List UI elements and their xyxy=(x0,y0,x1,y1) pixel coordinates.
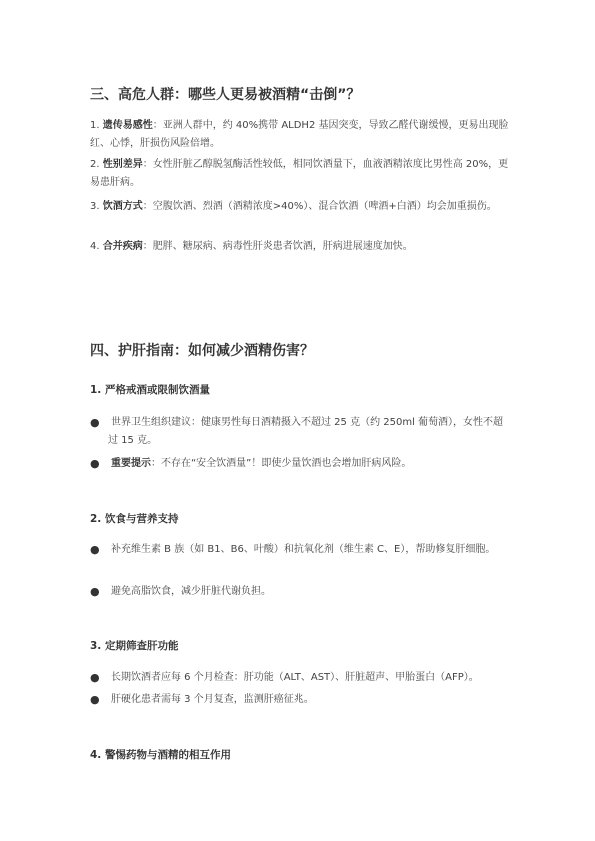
risk-item-3-text: ：空腹饮酒、烈酒（酒精浓度>40%）、混合饮酒（啤酒+白酒）均会加重损伤。 xyxy=(142,201,497,212)
risk-item-2 xyxy=(90,156,510,192)
subsection-2-title: 2. 饮食与营养支持 xyxy=(90,513,179,525)
bullet-icon: ● xyxy=(90,457,100,470)
list-item xyxy=(90,669,510,687)
bullet-icon: ● xyxy=(90,671,100,684)
list-item xyxy=(90,414,510,450)
risk-item-3-num: 3. xyxy=(90,201,100,212)
list-item-text: ：不存在“安全饮酒量”！即使少量饮酒也会增加肝病风险。 xyxy=(151,458,412,469)
list-item-text: 补充维生素 B 族（如 B1、B6、叶酸）和抗氧化剂（维生素 C、E），帮助修复肝细胞。 xyxy=(111,544,496,555)
risk-item-2-label: 性别差异 xyxy=(102,159,143,170)
risk-item-1 xyxy=(90,117,510,153)
risk-item-2-num: 2. xyxy=(90,159,100,170)
bullet-icon: ● xyxy=(90,543,100,556)
risk-item-4 xyxy=(90,238,510,256)
list-item xyxy=(90,691,510,709)
bullet-icon: ● xyxy=(90,693,100,706)
risk-item-1-label: 遗传易感性 xyxy=(102,120,153,131)
list-item-text: 避免高脂饮食，减少肝脏代谢负担。 xyxy=(111,586,271,597)
subsection-3-title: 3. 定期筛查肝功能 xyxy=(90,640,179,652)
risk-item-4-num: 4. xyxy=(90,241,100,252)
bullet-icon: ● xyxy=(90,416,100,429)
subsection-1-title: 1. 严格戒酒或限制饮酒量 xyxy=(90,384,210,396)
risk-item-3-label: 饮酒方式 xyxy=(102,201,143,212)
list-item-text: 长期饮酒者应每 6 个月检查：肝功能（ALT、AST）、肝脏超声、甲胎蛋白（AFP）。 xyxy=(111,672,479,683)
list-item xyxy=(90,583,510,601)
list-item-label: 重要提示 xyxy=(111,458,151,469)
risk-item-1-text: ：亚洲人群中，约 40%携带 ALDH2 基因突变，导致乙醛代谢缓慢，更易出现脸红、心悸，肝损伤风险倍增。 xyxy=(90,120,509,149)
risk-item-4-text: ：肥胖、糖尿病、病毒性肝炎患者饮酒，肝病进展速度加快。 xyxy=(142,241,413,252)
section-4-title: 四、护肝指南：如何减少酒精伤害？ xyxy=(90,343,314,359)
risk-item-2-text: ：女性肝脏乙醇脱氢酶活性较低，相同饮酒量下，血液酒精浓度比男性高 20%，更易患肝病。 xyxy=(90,159,509,188)
risk-item-4-label: 合并疾病 xyxy=(102,241,143,252)
subsection-4-title: 4. 警惕药物与酒精的相互作用 xyxy=(90,749,231,761)
risk-item-1-num: 1. xyxy=(90,120,100,131)
list-item-text: 世界卫生组织建议：健康男性每日酒精摄入不超过 25 克（约 250ml 葡萄酒），女性不超过 15 克。 xyxy=(108,417,504,446)
list-item xyxy=(90,541,510,559)
list-item xyxy=(90,455,510,473)
list-item-text: 肝硬化患者需每 3 个月复查，监测肝癌征兆。 xyxy=(111,694,314,705)
section-3-title: 三、高危人群：哪些人更易被酒精“击倒”？ xyxy=(90,87,361,103)
bullet-icon: ● xyxy=(90,585,100,598)
risk-item-3 xyxy=(90,198,510,216)
